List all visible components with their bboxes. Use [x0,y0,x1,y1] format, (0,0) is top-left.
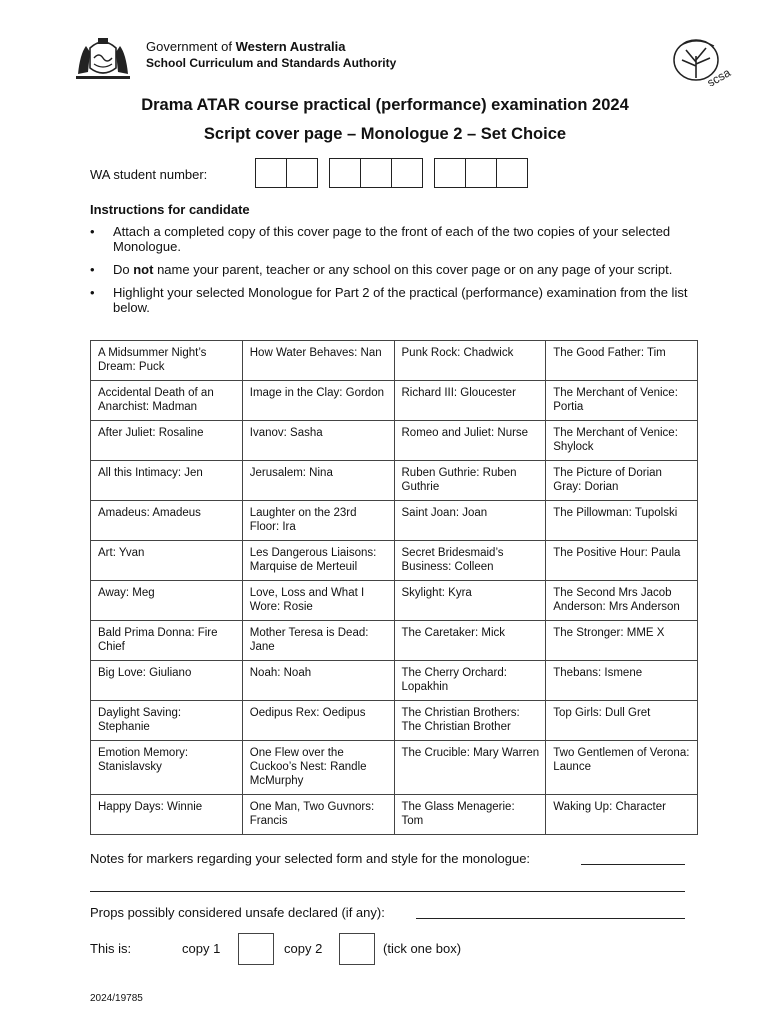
digit-box[interactable] [255,158,287,188]
monologue-cell[interactable]: Punk Rock: Chadwick [394,341,546,381]
digit-box[interactable] [329,158,361,188]
monologue-cell[interactable]: Mother Teresa is Dead: Jane [242,621,394,661]
monologue-cell[interactable]: Image in the Clay: Gordon [242,381,394,421]
table-row [91,541,698,581]
document-code: 2024/19785 [90,993,143,1004]
monologue-cell[interactable]: Oedipus Rex: Oedipus [242,701,394,741]
digit-box[interactable] [391,158,423,188]
this-is-label: This is: [90,941,132,956]
monologue-cell[interactable]: Big Love: Giuliano [91,661,243,701]
table-row [91,461,698,501]
monologue-cell[interactable]: Bald Prima Donna: Fire Chief [91,621,243,661]
monologue-cell[interactable]: Skylight: Kyra [394,581,546,621]
digit-box[interactable] [496,158,528,188]
monologue-cell[interactable]: The Christian Brothers: The Christian Brother [394,701,546,741]
government-line: Government of Western Australia [146,39,346,54]
monologue-cell[interactable]: How Water Behaves: Nan [242,341,394,381]
monologue-cell[interactable]: The Good Father: Tim [546,341,698,381]
digit-box[interactable] [286,158,318,188]
monologue-cell[interactable]: The Stronger: MME X [546,621,698,661]
monologue-cell[interactable]: The Picture of Dorian Gray: Dorian [546,461,698,501]
exam-title: Drama ATAR course practical (performance) examination 2024 [141,96,629,114]
monologue-cell[interactable]: Les Dangerous Liaisons: Marquise de Merteuil [242,541,394,581]
monologue-cell[interactable]: One Man, Two Guvnors: Francis [242,795,394,835]
monologue-cell[interactable]: Noah: Noah [242,661,394,701]
monologue-cell[interactable]: Thebans: Ismene [546,661,698,701]
monologue-table [90,340,698,835]
monologue-cell[interactable]: Accidental Death of an Anarchist: Madman [91,381,243,421]
copy1-label: copy 1 [182,941,221,956]
monologue-cell[interactable]: Waking Up: Character [546,795,698,835]
digit-box[interactable] [465,158,497,188]
monologue-cell[interactable]: The Merchant of Venice: Portia [546,381,698,421]
table-row [91,501,698,541]
authority-name: School Curriculum and Standards Authority [146,56,397,70]
monologue-cell[interactable]: The Pillowman: Tupolski [546,501,698,541]
instructions-list [90,224,690,323]
student-number-label: WA student number: [90,167,208,182]
monologue-cell[interactable]: Secret Bridesmaid’s Business: Colleen [394,541,546,581]
monologue-cell[interactable]: Ivanov: Sasha [242,421,394,461]
instructions-heading: Instructions for candidate [90,202,250,217]
monologue-cell[interactable]: Saint Joan: Joan [394,501,546,541]
monologue-cell[interactable]: The Caretaker: Mick [394,621,546,661]
monologue-cell[interactable]: Happy Days: Winnie [91,795,243,835]
monologue-cell[interactable]: The Second Mrs Jacob Anderson: Mrs Anderson [546,581,698,621]
monologue-cell[interactable]: Laughter on the 23rd Floor: Ira [242,501,394,541]
table-row [91,621,698,661]
monologue-cell[interactable]: The Merchant of Venice: Shylock [546,421,698,461]
monologue-cell[interactable]: The Glass Menagerie: Tom [394,795,546,835]
monologue-cell[interactable]: Romeo and Juliet: Nurse [394,421,546,461]
cover-page-subtitle: Script cover page – Monologue 2 – Set Choice [203,125,567,143]
notes-line[interactable] [581,864,685,865]
table-row [91,421,698,461]
instruction-item: • Highlight your selected Monologue for Part 2 of the practical (performance) examination from the list below. [90,285,690,315]
monologue-cell[interactable]: The Positive Hour: Paula [546,541,698,581]
table-row [91,701,698,741]
monologue-cell[interactable]: Jerusalem: Nina [242,461,394,501]
monologue-cell[interactable]: The Crucible: Mary Warren [394,741,546,795]
table-row [91,741,698,795]
instruction-item: • Attach a completed copy of this cover page to the front of each of the two copies of your selected Monologue. [90,224,690,254]
copy2-label: copy 2 [284,941,323,956]
notes-line[interactable] [90,891,685,892]
table-row [91,381,698,421]
table-row [91,795,698,835]
tick-instruction: (tick one box) [383,941,462,956]
table-row [91,581,698,621]
monologue-cell[interactable]: A Midsummer Night’s Dream: Puck [91,341,243,381]
notes-label: Notes for markers regarding your selected form and style for the monologue: [90,851,531,866]
instruction-item: • Do not name your parent, teacher or any school on this cover page or on any page of your script. [90,262,690,277]
copy2-checkbox[interactable] [339,933,375,965]
monologue-cell[interactable]: Richard III: Gloucester [394,381,546,421]
digit-box[interactable] [360,158,392,188]
monologue-cell[interactable]: One Flew over the Cuckoo’s Nest: Randle McMurphy [242,741,394,795]
monologue-cell[interactable]: Ruben Guthrie: Ruben Guthrie [394,461,546,501]
svg-text:scsa: scsa [704,65,733,86]
student-number-boxes[interactable] [256,158,540,188]
props-label: Props possibly considered unsafe declared (if any): [90,905,385,920]
monologue-cell[interactable]: Top Girls: Dull Gret [546,701,698,741]
monologue-cell[interactable]: Away: Meg [91,581,243,621]
monologue-cell[interactable]: Two Gentlemen of Verona: Launce [546,741,698,795]
props-line[interactable] [416,918,685,919]
digit-box[interactable] [434,158,466,188]
scsa-logo [666,34,734,86]
wa-crest-logo [72,34,134,82]
monologue-cell[interactable]: Emotion Memory: Stanislavsky [91,741,243,795]
copy1-checkbox[interactable] [238,933,274,965]
monologue-cell[interactable]: Amadeus: Amadeus [91,501,243,541]
monologue-cell[interactable]: After Juliet: Rosaline [91,421,243,461]
monologue-cell[interactable]: All this Intimacy: Jen [91,461,243,501]
monologue-cell[interactable]: Daylight Saving: Stephanie [91,701,243,741]
monologue-cell[interactable]: The Cherry Orchard: Lopakhin [394,661,546,701]
monologue-cell[interactable]: Love, Loss and What I Wore: Rosie [242,581,394,621]
table-row [91,661,698,701]
table-row [91,341,698,381]
monologue-cell[interactable]: Art: Yvan [91,541,243,581]
